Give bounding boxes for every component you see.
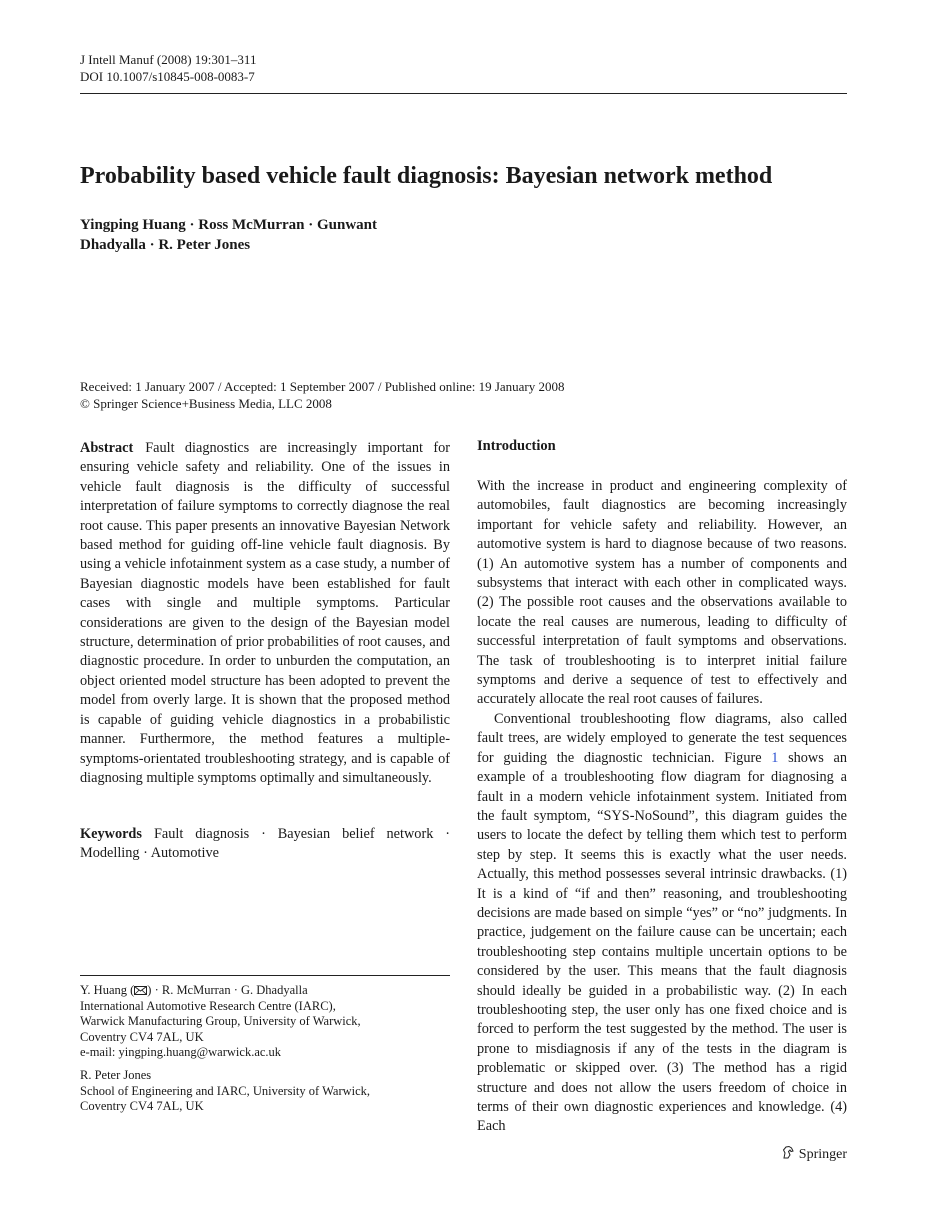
introduction-heading: Introduction — [477, 438, 556, 454]
figure-1-link[interactable]: 1 — [771, 749, 779, 766]
abstract-section — [80, 439, 450, 788]
affiliation-block-1 — [80, 983, 460, 1061]
affiliation-author-jones: R. Peter Jones — [80, 1068, 152, 1082]
keywords-section — [80, 825, 450, 864]
springer-footer — [781, 1145, 847, 1164]
intro-paragraph-1: With the increase in product and engineering complexity of automobiles, fault diagnostics are becoming increasingly important for vehicle safety and reliability. However, an automotive system is hard to diagnose because of two reasons. (1) An automotive system has a number of components and subsystems that interact with each other in complicated ways. (2) The possible root causes and the observations available to locate the real causes are numerous, leading to difficulty of successful interpretation of fault symptoms and observations. The task of troubleshooting is to interpret initial failure symptoms and derive a sequence of test to effectively and accurately allocate the real root causes of failures. — [477, 478, 847, 708]
affiliation-author-name: Y. Huang ( — [80, 983, 135, 997]
affiliation-school: School of Engineering and IARC, University of Warwick, — [80, 1083, 371, 1098]
affiliation-address-2: Coventry CV4 7AL, UK — [80, 1099, 204, 1113]
intro-paragraph-2 — [477, 710, 847, 1137]
affiliation-rule — [80, 975, 450, 976]
introduction-body — [477, 477, 847, 1137]
paper-title: Probability based vehicle fault diagnosis: Bayesian network method — [80, 163, 773, 189]
affiliation-coauthors: ) · R. McMurran · G. Dhadyalla — [147, 983, 308, 997]
authors-line-1: Yingping Huang · Ross McMurran · Gunwant — [80, 217, 377, 233]
authors-line-2: Dhadyalla · R. Peter Jones — [80, 237, 251, 253]
publication-dates — [80, 378, 780, 412]
abstract-label: Abstract — [80, 440, 134, 456]
keywords-label: Keywords — [80, 826, 142, 842]
affiliation-group: Warwick Manufacturing Group, University of Warwick, — [80, 1014, 361, 1028]
journal-doi: DOI 10.1007/s10845-008-0083-7 — [80, 69, 255, 84]
intro-p2-text-b: shows an example of a troubleshooting flow diagram for diagnosing a fault in a modern vehicle infotainment system. Initiated from the fault symptom, “SYS-NoSound”, this diagram guides the users to locate the defect by telling them which test to perform step by step. It seems this is exactly what the user needs. Actually, this method possesses several intrinsic drawbacks. (1) It is a kind of “if and then” reasoning, and troubleshooting decisions are made based on simple “yes” or “no” judgments. In practice, judgement on the failure cause can be uncertain; each troubleshooting step contains multiple uncertain options to be considered by the user. This means that the fault diagnosis should ideally be guided in a probabilistic way. (2) In each troubleshooting step, the user only has one fixed choice and is forced to perform the test suggested by the method. The user is prone to misdiagnosis if any of the tests in the diagram is problematic or skipped over. (3) The method has a rigid structure and does not allow the users freedom of choice in terms of their own diagnostic experiences and knowledge. (4) Each — [477, 749, 847, 1135]
keywords-text: Fault diagnosis · Bayesian belief network · Modelling · Automotive — [80, 826, 450, 862]
springer-horse-icon — [781, 1145, 795, 1164]
affiliation-block-2 — [80, 1068, 460, 1115]
intro-p2-text-a: Conventional troubleshooting flow diagrams, also called fault trees, are widely employed to generate the test sequences for guiding the diagnostic technician. Figure — [477, 710, 847, 766]
affiliation-authors — [80, 983, 460, 999]
header-rule — [80, 93, 847, 94]
abstract-text: Fault diagnostics are increasingly important for ensuring vehicle safety and reliability. One of the issues in vehicle fault diagnosis is the difficulty of successful interpretation of failure symptoms to correctly diagnose the real root cause. This paper presents an innovative Bayesian Network based method for guiding off-line vehicle fault diagnosis. By using a vehicle infotainment system as a case study, a number of Bayesian diagnostic models have been established for fault cases with single and multiple symptoms. Particular considerations are given to the design of the Bayesian model structure, determination of prior probabilities of root causes, and diagnostic procedure. In order to unburden the computation, an object oriented model structure has been adopted to prevent the model from overly large. It is shown that the proposed method is capable of guiding vehicle diagnostics in a probabilistic manner. Furthermore, the method features a multiple-symptoms-orientated troubleshooting strategy, and is capable of diagnosing multiple symptoms optimally and simultaneously. — [80, 440, 450, 786]
history-dates: Received: 1 January 2007 / Accepted: 1 September 2007 / Published online: 19 January 2008 — [80, 379, 565, 394]
envelope-icon — [134, 983, 147, 997]
affiliation-address: Coventry CV4 7AL, UK — [80, 1029, 204, 1044]
springer-logo-text: Springer — [798, 1146, 847, 1162]
copyright-notice: © Springer Science+Business Media, LLC 2008 — [80, 396, 332, 411]
journal-header — [80, 51, 256, 85]
journal-citation: J Intell Manuf (2008) 19:301–311 — [80, 52, 257, 67]
affiliation-institute: International Automotive Research Centre (IARC), — [80, 998, 336, 1013]
author-list — [80, 215, 440, 255]
affiliation-email: e-mail: yingping.huang@warwick.ac.uk — [80, 1045, 282, 1059]
